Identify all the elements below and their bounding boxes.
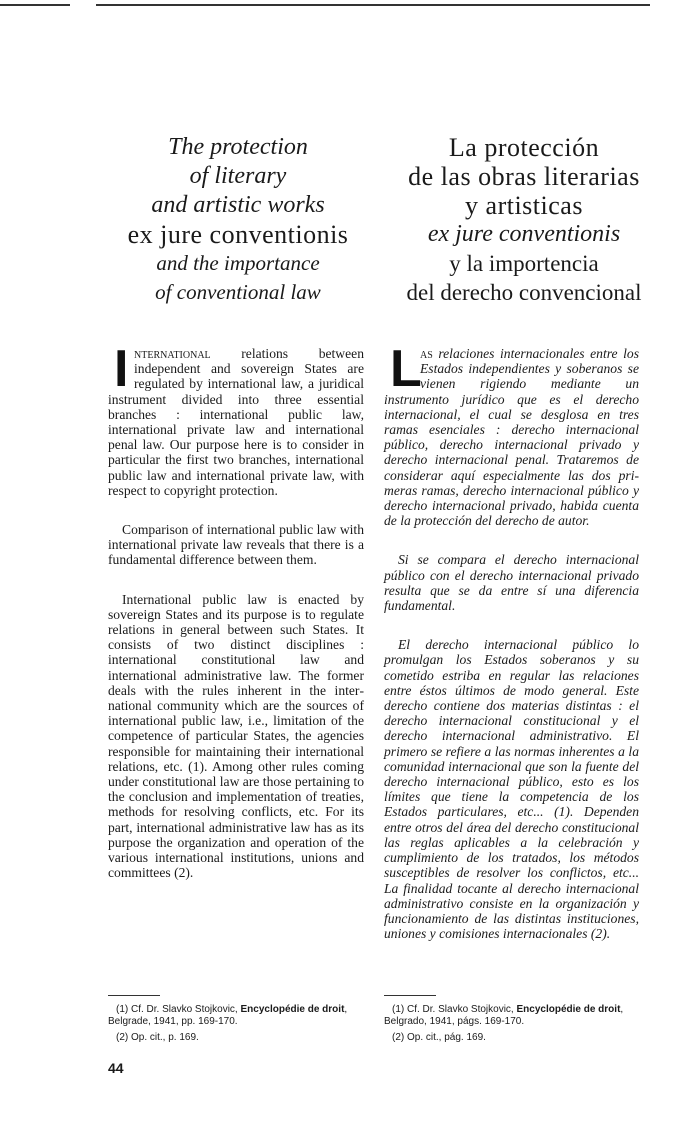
lead-word-es: as — [420, 346, 433, 361]
title-en-line-6: of conventional law — [155, 280, 321, 304]
title-es-line-5: y la importencia — [449, 251, 599, 276]
dropcap-en: I — [114, 340, 129, 398]
footnote-es-1-prefix: (1) Cf. Dr. Slavko Stojkovic, — [392, 1004, 517, 1015]
paragraph-es-1-text: relaciones internacionales entre los Estados independientes y soberanos se vienen rigiendo mediante un instrumento jurídico que es el derecho internacional, el cual se desglosa en tres ramas esenciales : derecho internacional público, derecho internacional privado y derecho internacional penal. Trataremos de considerar aquí especialmente las dos primeras ramas, derecho internacional público y derecho internacional privado, habida cuenta de la protección del derecho de autor. — [384, 346, 639, 529]
paragraph-en-2: Comparison of international public law with international private law reveals that there is a fundamental difference between them. — [108, 522, 364, 568]
title-es-line-2: de las obras literarias — [408, 162, 640, 191]
title-es-line-6: del derecho convencional — [406, 280, 642, 305]
title-en-line-1: The protection — [168, 134, 308, 160]
paragraph-en-1-text: relations between independent and sovereign States are regulated by international law, a juridical instrument divided into three essential branches : international public law, international private law and international penal law. Our purpose here is to consider in particular the first two branches, international public law and international private law, with respect to copyright protection. — [108, 346, 364, 498]
lead-word-en: nternational — [134, 346, 211, 361]
footnote-es-1-suffix: , Belgrado, 1941, págs. 169-170. — [384, 1004, 624, 1027]
footnote-en-1-suffix: , Belgrade, 1941, pp. 169-170. — [108, 1004, 348, 1027]
footnote-rule-en — [108, 995, 160, 996]
footnotes-spanish — [384, 1004, 646, 1048]
footnote-es-1-title: Encyclopédie de droit — [516, 1004, 621, 1015]
top-rule-left — [0, 4, 70, 6]
footnote-rule-es — [384, 995, 436, 996]
paragraph-en-3: International public law is enacted by sovereign States and its purpose is to regulate relations in general between such States. It consists of two distinct disciplines : international constitutional law and international administrative law. The former deals with the rules inherent in the international community which are the sources of international public law, i.e., limitation of the competence of particular States, the agencies responsible for maintaining their international relations, etc. (1). Among other rules coming under constitutional law are those pertaining to the conclusion and implementation of treaties, methods for resolving conflicts, etc. For its part, international administrative law has as its purpose the organization and operation of the various international institutions, unions and committees (2). — [108, 591, 364, 881]
footnote-en-2: (2) Op. cit., p. 169. — [116, 1032, 199, 1043]
paragraph-es-1 — [384, 340, 639, 529]
column-spanish — [384, 340, 639, 965]
paragraph-es-2: Si se compara el derecho internacional público con el derecho internacional privado resulta que se da entre sí una diferencia fundamental. — [384, 552, 639, 614]
title-en-line-5: and the importance — [156, 251, 320, 275]
footnote-es-1 — [384, 1004, 646, 1028]
title-english — [88, 133, 388, 307]
dropcap-es: L — [390, 340, 422, 398]
column-english — [108, 340, 364, 905]
paragraph-en-1 — [108, 340, 364, 498]
title-en-line-4: ex jure conventionis — [127, 220, 349, 249]
footnote-en-1 — [108, 1004, 370, 1028]
footnote-en-1-title: Encyclopédie de droit — [240, 1004, 345, 1015]
title-spanish — [374, 133, 674, 307]
footnotes-english — [108, 1004, 370, 1048]
page-number: 44 — [108, 1060, 124, 1076]
title-en-line-2: of literary — [189, 163, 287, 189]
title-es-line-4: ex jure conventionis — [427, 221, 621, 247]
title-es-line-3: y artisticas — [465, 191, 583, 220]
title-en-line-3: and artistic works — [151, 192, 325, 218]
paragraph-es-3: El derecho internacional público lo promulgan los Estados soberanos y su cometido estriba en regular las relaciones entre éstos últimos de modo general. Este derecho contiene dos materias distintas : el derecho internacional constitucional y el derecho internacional administrativo. El primero se refiere a las normas inherentes a la comunidad internacional que son la fuente del derecho internacional público, esto es los límites que tiene la competencia de los Estados particulares, etc... (1). Dependen entre otros del área del derecho constitucional las reglas aplicables a la celebración y cumplimiento de los tratados, los métodos susceptibles de resolver los conflictos, etc... La finalidad tocante al derecho internacional administrativo consiste en la organización y funcionamiento de las distintas instituciones, uniones y comisiones internacionales (2). — [384, 637, 639, 942]
title-es-line-1: La protección — [448, 133, 600, 162]
footnote-en-1-prefix: (1) Cf. Dr. Slavko Stojkovic, — [116, 1004, 241, 1015]
top-rule-right — [96, 4, 650, 6]
footnote-es-2: (2) Op. cit., pág. 169. — [392, 1032, 486, 1043]
